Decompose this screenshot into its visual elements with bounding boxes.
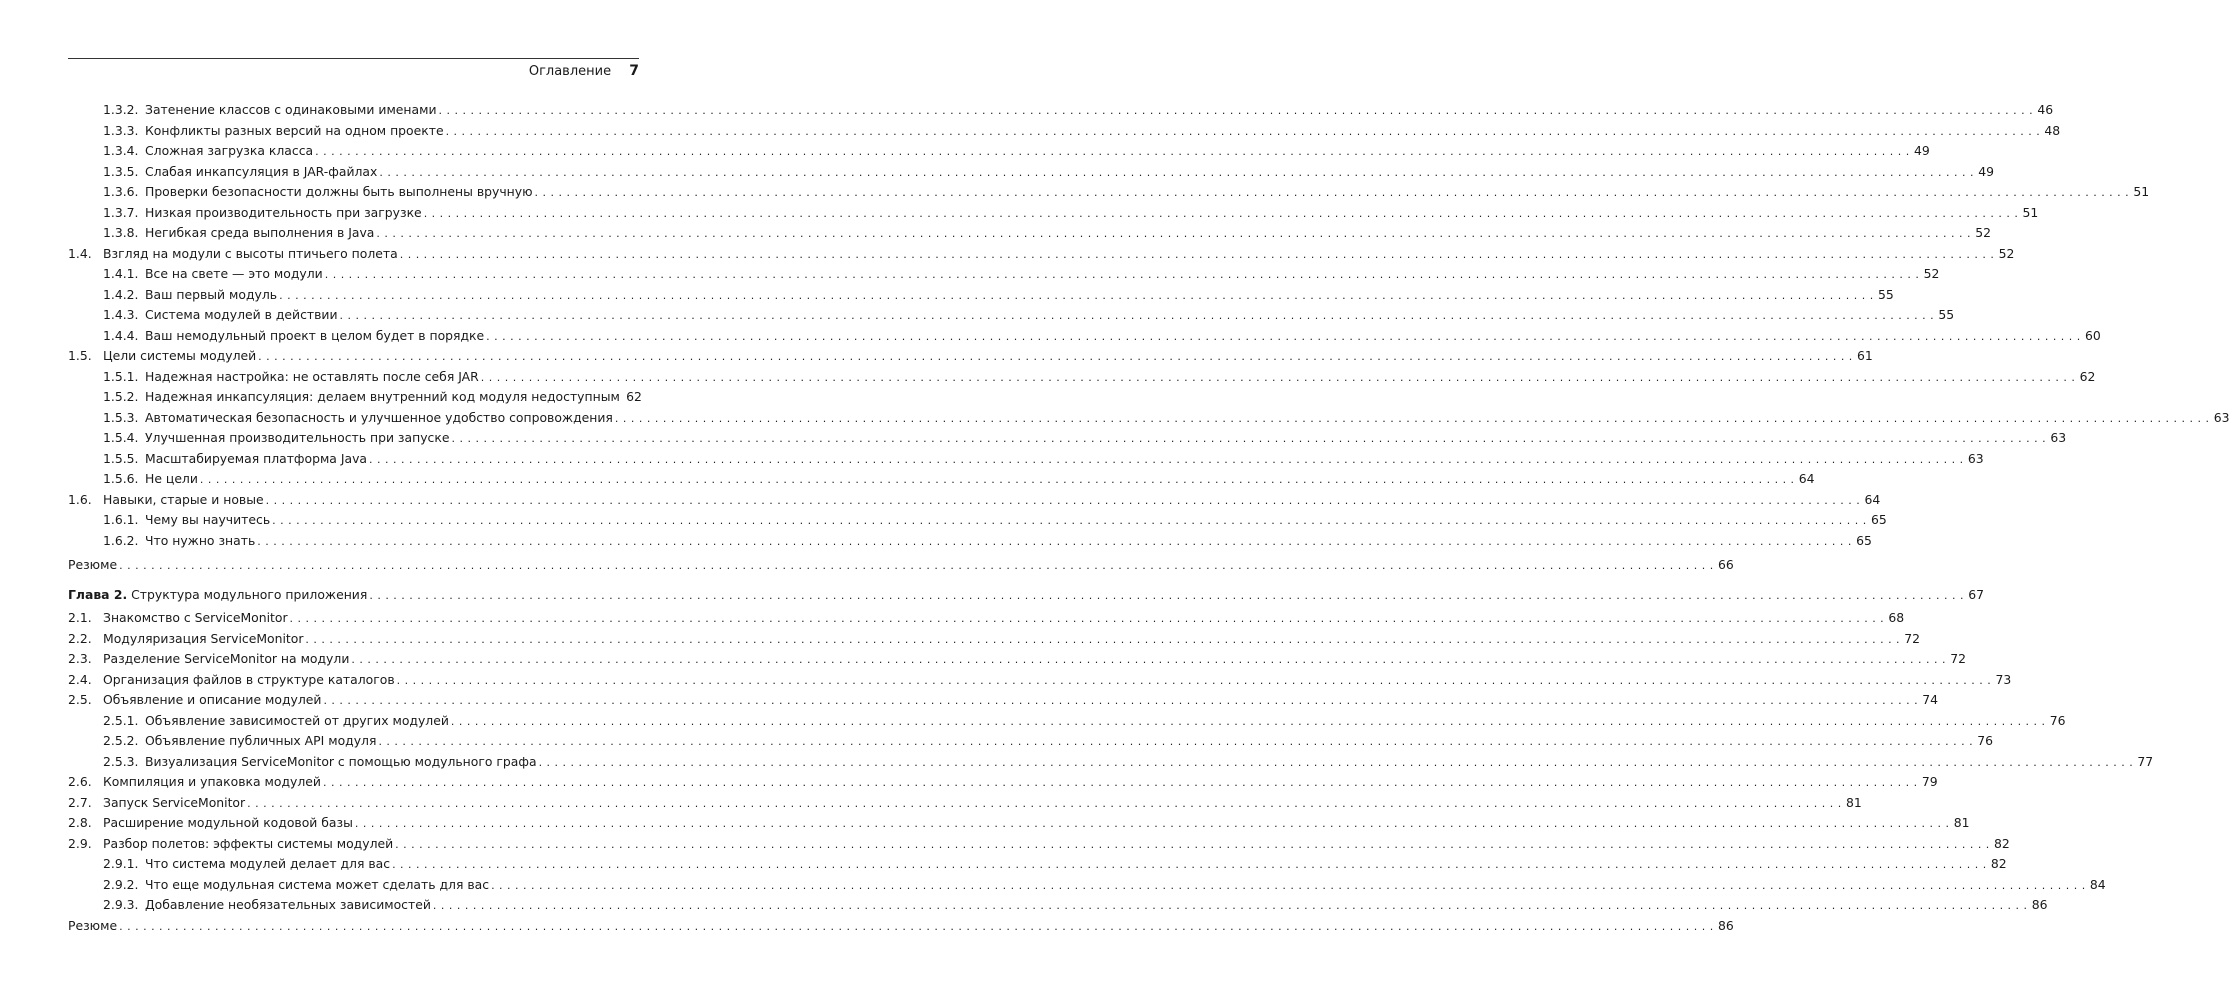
toc-entry-number: 2.9.1. xyxy=(103,856,139,871)
toc-entry xyxy=(0,875,2106,894)
dot-leader: . . . . . . . . . . . . . . . . . . . . . . . . . . . . . . . . . . . . . . . . . . . . . . . . . . . . . . . . . . . . . . . . . . . . . . . . . . . . . . . . . . . . . . . . . . . . . . . . . . . . . . . . . . . . . . . . . . . . . . . . . . . . . . . . . . . . . . . . . . . . . . . . . . . . . . . . . . . . . . . . . . . . . . . . . . . . . . . . . . . . . . . . . . . . . . . . . . . . . . . . xyxy=(538,755,2134,769)
toc-entry-title: Конфликты разных версий на одном проекте xyxy=(145,122,444,138)
dot-leader: . . . . . . . . . . . . . . . . . . . . . . . . . . . . . . . . . . . . . . . . . . . . . . . . . . . . . . . . . . . . . . . . . . . . . . . . . . . . . . . . . . . . . . . . . . . . . . . . . . . . . . . . . . . . . . . . . . . . . . . . . . . . . . . . . . . . . . . . . . . . . . . . . . . . . . . . . . . . . . . . . . . . . . . . . . . . . . . . . . . . . . . . . . . . . . . . . . . . . . . . xyxy=(323,694,1919,707)
toc-entry-title: Резюме xyxy=(68,917,118,933)
toc-entry-title: Не цели xyxy=(145,471,198,486)
dot-leader: . . . . . . . . . . . . . . . . . . . . . . . . . . . . . . . . . . . . . . . . . . . . . . . . . . . . . . . . . . . . . . . . . . . . . . . . . . . . . . . . . . . . . . . . . . . . . . . . . . . . . . . . . . . . . . . . . . . . . . . . . . . . . . . . . . . . . . . . . . . . . . . . . . . . . . . . . . . . . . . . . . . . . . . . . . . . . . . . . . . . . . . . . . . . . . . . . . . . . . . . xyxy=(272,514,1867,527)
toc-entry xyxy=(0,449,1984,468)
toc-entry xyxy=(0,244,2015,263)
toc-entry-title: Система модулей в действии xyxy=(145,307,338,322)
toc-entry-number: 1.5.5. xyxy=(103,450,139,466)
toc-entry-page: 65 xyxy=(1870,512,1887,527)
toc-entry-title: Взгляд на модули с высоты птичьего полета xyxy=(103,245,398,261)
toc-entry-number: 1.5. xyxy=(68,348,92,363)
toc-entry-number: 1.5.2. xyxy=(103,389,139,404)
toc-entry-title: Затенение классов с одинаковыми именами xyxy=(145,102,437,117)
toc-entry-number: 2.5.3. xyxy=(103,753,139,769)
toc-entry-page: 60 xyxy=(2085,327,2101,343)
dot-leader: . . . . . . . . . . . . . . . . . . . . . . . . . . . . . . . . . . . . . . . . . . . . . . . . . . . . . . . . . . . . . . . . . . . . . . . . . . . . . . . . . . . . . . . . . . . . . . . . . . . . . . . . . . . . . . . . . . . . . . . . . . . . . . . . . . . . . . . . . . . . . . . . . . . . . . . . . . . . . . . . . . . . . . . . . . . . . . . . . . . . . . . . . . . . . . . . . . . . . . . . xyxy=(480,370,2076,384)
toc-entry-title: Ваш первый модуль xyxy=(145,286,278,302)
running-head xyxy=(68,63,639,79)
toc-entry xyxy=(0,428,2067,447)
toc-entry-page: 73 xyxy=(1995,671,2012,687)
toc-entry-title xyxy=(68,585,369,604)
toc-entry-title: Разбор полетов: эффекты системы модулей xyxy=(103,835,394,851)
dot-leader: . . . . . . . . . . . . . . . . . . . . . . . . . . . . . . . . . . . . . . . . . . . . . . . . . . . . . . . . . . . . . . . . . . . . . . . . . . . . . . . . . . . . . . . . . . . . . . . . . . . . . . . . . . . . . . . . . . . . . . . . . . . . . . . . . . . . . . . . . . . . . . . . . . . . . . . . . . . . . . . . . . . . . . . . . . . . . . . . . . . . . . . . . . . . . . . . . . . . . . . . xyxy=(315,145,1910,158)
dot-leader: . . . . . . . . . . . . . . . . . . . . . . . . . . . . . . . . . . . . . . . . . . . . . . . . . . . . . . . . . . . . . . . . . . . . . . . . . . . . . . . . . . . . . . . . . . . . . . . . . . . . . . . . . . . . . . . . . . . . . . . . . . . . . . . . . . . . . . . . . . . . . . . . . . . . . . . . . . . . . . . . . . . . . . . . . . . . . . . . . . . . . . . . . . . . . . . . . . . . . . . . xyxy=(396,673,1992,687)
toc-entry xyxy=(0,346,1873,365)
toc-entry xyxy=(0,121,2061,140)
dot-leader: . . . . . . . . . . . . . . . . . . . . . . . . . . . . . . . . . . . . . . . . . . . . . . . . . . . . . . . . . . . . . . . . . . . . . . . . . . . . . . . . . . . . . . . . . . . . . . . . . . . . . . . . . . . . . . . . . . . . . . . . . . . . . . . . . . . . . . . . . . . . . . . . . . . . . . . . . . . . . . . . . . . . . . . . . . . . . . . . . . . . . . . . . . . . . . . . . . . . . . . . xyxy=(392,858,1987,871)
toc-entry-title: Знакомство с ServiceMonitor xyxy=(103,610,288,625)
toc-entry-page: 61 xyxy=(1857,348,1873,363)
dot-leader: . . . . . . . . . . . . . . . . . . . . . . . . . . . . . . . . . . . . . . . . . . . . . . . . . . . . . . . . . . . . . . . . . . . . . . . . . . . . . . . . . . . . . . . . . . . . . . . . . . . . . . . . . . . . . . . . . . . . . . . . . . . . . . . . . . . . . . . . . . . . . . . . . . . . . . . . . . . . . . . . . . . . . . . . . . . . . . . . . . . . . . . . . . . . . . . . . . . . . . . . xyxy=(534,186,2130,199)
dot-leader: . . . . . . . . . . . . . . . . . . . . . . . . . . . . . . . . . . . . . . . . . . . . . . . . . . . . . . . . . . . . . . . . . . . . . . . . . . . . . . . . . . . . . . . . . . . . . . . . . . . . . . . . . . . . . . . . . . . . . . . . . . . . . . . . . . . . . . . . . . . . . . . . . . . . . . . . . . . . . . . . . . . . . . . . . . . . . . . . . . . . . . . . . . . . . . . . . . . . . . . . xyxy=(119,919,1714,933)
toc-entry-title: Добавление необязательных зависимостей xyxy=(145,897,431,912)
toc-entry xyxy=(0,141,1930,160)
toc-entry-number: 1.4.3. xyxy=(103,307,139,322)
toc-entry-number: 1.6.1. xyxy=(103,512,139,527)
dot-leader: . . . . . . . . . . . . . . . . . . . . . . . . . . . . . . . . . . . . . . . . . . . . . . . . . . . . . . . . . . . . . . . . . . . . . . . . . . . . . . . . . . . . . . . . . . . . . . . . . . . . . . . . . . . . . . . . . . . . . . . . . . . . . . . . . . . . . . . . . . . . . . . . . . . . . . . . . . . . . . . . . . . . . . . . . . . . . . . . . . . . . . . . . . . . . . . . . . . . . . . . xyxy=(339,309,1935,322)
toc-entry-number: 2.1. xyxy=(68,610,92,625)
toc-entry xyxy=(0,752,2154,771)
toc-entry-title: Запуск ServiceMonitor xyxy=(103,794,246,810)
dot-leader: . . . . . . . . . . . . . . . . . . . . . . . . . . . . . . . . . . . . . . . . . . . . . . . . . . . . . . . . . . . . . . . . . . . . . . . . . . . . . . . . . . . . . . . . . . . . . . . . . . . . . . . . . . . . . . . . . . . . . . . . . . . . . . . . . . . . . . . . . . . . . . . . . . . . . . . . . . . . . . . . . . . . . . . . . . . . . . . . . . . . . . . . . . . . . . . . . . . . . . . . xyxy=(491,878,2086,892)
toc-entry-page: 48 xyxy=(2044,122,2061,138)
toc-entry-title: Цели системы модулей xyxy=(103,348,257,363)
toc-entry xyxy=(0,670,2012,689)
toc-entry xyxy=(0,387,708,406)
toc-entry-title: Компиляция и упаковка модулей xyxy=(103,774,321,789)
toc-entry-title: Объявление зависимостей от других модулей xyxy=(145,712,449,728)
toc-entry-number: 2.3. xyxy=(68,651,92,666)
running-head-page-number: 7 xyxy=(629,63,639,79)
chapter-title: Структура модульного приложения xyxy=(131,586,368,602)
toc-entry-number: 2.2. xyxy=(68,630,92,646)
toc-entry xyxy=(0,585,1984,604)
dot-leader: . . . . . . . . . . . . . . . . . . . . . . . . . . . . . . . . . . . . . . . . . . . . . . . . . . . . . . . . . . . . . . . . . . . . . . . . . . . . . . . . . . . . . . . . . . . . . . . . . . . . . . . . . . . . . . . . . . . . . . . . . . . . . . . . . . . . . . . . . . . . . . . . . . . . . . . . . . . . . . . . . . . . . . . . . . . . . . . . . . . . . . . . . . . . . . . . . . . . . . . . xyxy=(438,104,2034,117)
dot-leader: . . . . . . . . . . . . . . . . . . . . . . . . . . . . . . . . . . . . . . . . . . . . . . . . . . . . . . . . . . . . . . . . . . . . . . . . . . . . . . . . . . . . . . . . . . . . . . . . . . . . . . . . . . . . . . . . . . . . . . . . . . . . . . . . . . . . . . . . . . . . . . . . . . . . . . . . . . . . . . . . . . . . . . . . . . . . . . . . . . . . . . . . . . . . . . . . . . . . . . . . xyxy=(257,534,1852,548)
toc-entry-title: Масштабируемая платформа Java xyxy=(145,450,368,466)
toc-entry xyxy=(0,408,2230,427)
toc-entry-page: 86 xyxy=(1717,917,1734,933)
toc-entry-page: 84 xyxy=(2089,876,2106,892)
toc-entry-number: 2.9.2. xyxy=(103,876,139,892)
toc-entry-page: 81 xyxy=(1953,815,1970,830)
toc-entry-page: 82 xyxy=(1994,835,2010,851)
toc-entry-page: 72 xyxy=(1950,651,1967,666)
toc-entry-page: 76 xyxy=(1977,733,1994,748)
toc-entry-page: 81 xyxy=(1845,794,1862,810)
dot-leader: . . . . . . . . . . . . . . . . . . . . . . . . . . . . . . . . . . . . . . . . . . . . . . . . . . . . . . . . . . . . . . . . . . . . . . . . . . . . . . . . . . . . . . . . . . . . . . . . . . . . . . . . . . . . . . . . . . . . . . . . . . . . . . . . . . . . . . . . . . . . . . . . . . . . . . . . . . . . . . . . . . . . . . . . . . . . . . . . . . . . . . . . . . . . . . . . . . . . . . . . xyxy=(379,165,1974,179)
dot-leader: . . . . . . . . . . . . . . . . . . . . . . . . . . . . . . . . . . . . . . . . . . . . . . . . . . . . . . . . . . . . . . . . . . . . . . . . . . . . . . . . . . . . . . . . . . . . . . . . . . . . . . . . . . . . . . . . . . . . . . . . . . . . . . . . . . . . . . . . . . . . . . . . . . . . . . . . . . . . . . . . . . . . . . . . . . . . . . . . . . . . . . . . . . . . . . . . . . . . . . . . xyxy=(395,837,1990,851)
dot-leader: . . . . . . . . . . . . . . . . . . . . . . . . . . . . . . . . . . . . . . . . . . . . . . . . . . . . . . . . . . . . . . . . . . . . . . . . . . . . . . . . . . . . . . . . . . . . . . . . . . . . . . . . . . . . . . . . . . . . . . . . . . . . . . . . . . . . . . . . . . . . . . . . . . . . . . . . . . . . . . . . . . . . . . . . . . . . . . . . . . . . . . . . . . . . . . . . . . . . . . . . xyxy=(614,411,2210,425)
dot-leader: . . . . . . . . . . . . . . . . . . . . . . . . . . . . . . . . . . . . . . . . . . . . . . . . . . . . . . . . . . . . . . . . . . . . . . . . . . . . . . . . . . . . . . . . . . . . . . . . . . . . . . . . . . . . . . . . . . . . . . . . . . . . . . . . . . . . . . . . . . . . . . . . . . . . . . . . . . . . . . . . . . . . . . . . . . . . . . . . . . . . . . . . . . . . . . . . . . . . . . . . xyxy=(265,493,1861,507)
toc-entry-title: Надежная настройка: не оставлять после себя JAR xyxy=(145,368,479,384)
running-head-section: Оглавление xyxy=(528,64,612,79)
toc-entry xyxy=(0,490,1881,509)
toc-entry-page: 55 xyxy=(1938,307,1955,322)
toc-entry-title: Модуляризация ServiceMonitor xyxy=(103,630,304,646)
toc-entry xyxy=(0,162,1994,181)
toc-entry xyxy=(0,711,2066,730)
toc-entry-number: 1.5.4. xyxy=(103,430,139,445)
dot-leader: . . . . . . . . . . . . . . . . . . . . . . . . . . . . . . . . . . . . . . . . . . . . . . . . . . . . . . . . . . . . . . . . . . . . . . . . . . . . . . . . . . . . . . . . . . . . . . . . . . . . . . . . . . . . . . . . . . . . . . . . . . . . . . . . . . . . . . . . . . . . . . . . . . . . . . . . . . . . . . . . . . . . . . . . . . . . . . . . . . . . . . . . . . . . . . . . . . . . . . . . xyxy=(376,227,1972,240)
toc-entry-page: 52 xyxy=(1998,245,2015,261)
toc-entry-page: 82 xyxy=(1990,856,2007,871)
toc-entry-number: 2.5.2. xyxy=(103,733,139,748)
toc-entry xyxy=(0,531,1872,550)
toc-entry-page: 62 xyxy=(2079,368,2096,384)
toc-entry-number: 2.6. xyxy=(68,774,92,789)
toc-entry-number: 1.3.6. xyxy=(103,184,139,199)
toc-entry-title: Сложная загрузка класса xyxy=(145,143,314,158)
toc-entry-number: 1.3.2. xyxy=(103,102,139,117)
toc-entry-number: 2.9.3. xyxy=(103,897,139,912)
dot-leader: . . . . . . . . . . . . . . . . . . . . . . . . . . . . . . . . . . . . . . . . . . . . . . . . . . . . . . . . . . . . . . . . . . . . . . . . . . . . . . . . . . . . . . . . . . . . . . . . . . . . . . . . . . . . . . . . . . . . . . . . . . . . . . . . . . . . . . . . . . . . . . . . . . . . . . . . . . . . . . . . . . . . . . . . . . . . . . . . . . . . . . . . . . . . . . . . . . . . . . . . xyxy=(199,473,1795,486)
toc-entry-number: 2.4. xyxy=(68,671,92,687)
toc-entry xyxy=(0,895,2048,914)
toc-entry-title: Автоматическая безопасность и улучшенное удобство сопровождения xyxy=(145,409,613,425)
toc-entry xyxy=(0,629,1921,648)
toc-entry-page: 74 xyxy=(1922,692,1939,707)
toc-entry-number: 1.4.2. xyxy=(103,286,139,302)
dot-leader: . . . . . . . . . . . . . . . . . . . . . . . . . . . . . . . . . . . . . . . . . . . . . . . . . . . . . . . . . . . . . . . . . . . . . . . . . . . . . . . . . . . . . . . . . . . . . . . . . . . . . . . . . . . . . . . . . . . . . . . . . . . . . . . . . . . . . . . . . . . . . . . . . . . . . . . . . . . . . . . . . . . . . . . . . . . . . . . . . . . . . . . . . . . . . . . . . . . . . . . . xyxy=(369,452,1964,466)
toc-entry-number: 1.4.1. xyxy=(103,266,139,281)
toc-entry-page: 46 xyxy=(2037,102,2054,117)
toc-entry-page: 62 xyxy=(626,389,642,404)
toc-entry xyxy=(0,264,1940,283)
toc-entry-page: 52 xyxy=(1975,225,1992,240)
toc-entry-number: 1.5.6. xyxy=(103,471,139,486)
toc-entry xyxy=(0,469,1815,488)
toc-entry-title: Что нужно знать xyxy=(145,532,256,548)
toc-entry-title: Надежная инкапсуляция: делаем внутренний код модуля недоступным xyxy=(145,389,620,404)
toc-entry-page: 49 xyxy=(1913,143,1930,158)
toc-entry-page: 79 xyxy=(1921,774,1938,789)
toc-entry-page: 86 xyxy=(2031,897,2048,912)
toc-entry-title: Разделение ServiceMonitor на модули xyxy=(103,651,350,666)
toc-entry-page: 66 xyxy=(1717,557,1734,572)
toc-entry-title: Ваш немодульный проект в целом будет в порядке xyxy=(145,327,485,343)
dot-leader: . . . . . . . . . . . . . . . . . . . . . . . . . . . . . . . . . . . . . . . . . . . . . . . . . . . . . . . . . . . . . . . . . . . . . . . . . . . . . . . . . . . . . . . . . . . . . . . . . . . . . . . . . . . . . . . . . . . . . . . . . . . . . . . . . . . . . . . . . . . . . . . . . . . . . . . . . . . . . . . . . . . . . . . . . . . . . . . . . . . . . . . . . . . . . . . . . . . . . . . . xyxy=(354,817,1950,830)
toc-entry-page: 49 xyxy=(1978,163,1994,179)
toc-entry-page: 51 xyxy=(2133,184,2150,199)
dot-leader: . . . . . . . . . . . . . . . . . . . . . . . . . . . . . . . . . . . . . . . . . . . . . . . . . . . . . . . . . . . . . . . . . . . . . . . . . . . . . . . . . . . . . . . . . . . . . . . . . . . . . . . . . . . . . . . . . . . . . . . . . . . . . . . . . . . . . . . . . . . . . . . . . . . . . . . . . . . . . . . . . . . . . . . . . . . . . . . . . . . . . . . . . . . . . . . . . . . . . . . . xyxy=(279,288,1874,302)
chapter-label: Глава 2. xyxy=(68,586,128,602)
toc-entry-number: 1.5.1. xyxy=(103,368,139,384)
toc-entry-title: Расширение модульной кодовой базы xyxy=(103,815,353,830)
toc-entry-title: Негибкая среда выполнения в Java xyxy=(145,225,375,240)
toc-entry-title: Чему вы научитесь xyxy=(145,512,271,527)
header-rule xyxy=(68,58,639,59)
dot-leader: . . . . . . . . . . . . . . . . . . . . . . . . . . . . . . . . . . . . . . . . . . . . . . . . . . . . . . . . . . . . . . . . . . . . . . . . . . . . . . . . . . . . . . . . . . . . . . . . . . . . . . . . . . . . . . . . . . . . . . . . . . . . . . . . . . . . . . . . . . . . . . . . . . . . . . . . . . . . . . . . . . . . . . . . . . . . . . . . . . . . . . . . . . . . . . . . . . . . . . . . xyxy=(399,247,1995,261)
toc-entry xyxy=(0,203,2039,222)
dot-leader: . . . . . . . . . . . . . . . . . . . . . . . . . . . . . . . . . . . . . . . . . . . . . . . . . . . . . . . . . . . . . . . . . . . . . . . . . . . . . . . . . . . . . . . . . . . . . . . . . . . . . . . . . . . . . . . . . . . . . . . . . . . . . . . . . . . . . . . . . . . . . . . . . . . . . . . . . . . . . . . . . . . . . . . . . . . . . . . . . . . . . . . . . . . . . . . . . . . . . . . . xyxy=(451,432,2047,445)
dot-leader: . . . . . . . . . . . . . . . . . . . . . . . . . . . . . . . . . . . . . . . . . . . . . . . . . . . . . . . . . . . . . . . . . . . . . . . . . . . . . . . . . . . . . . . . . . . . . . . . . . . . . . . . . . . . . . . . . . . . . . . . . . . . . . . . . . . . . . . . . . . . . . . . . . . . . . . . . . . . . . . . . . . . . . . . . . . . . . . . . . . . . . . . . . . . . . . . . . . . . . . . xyxy=(247,796,1842,810)
toc-entry-page: 55 xyxy=(1877,286,1894,302)
toc-entry-number: 1.6. xyxy=(68,491,92,507)
toc-entry-page: 52 xyxy=(1923,266,1940,281)
toc-entry xyxy=(0,649,1967,668)
toc-entry-number: 1.6.2. xyxy=(103,532,139,548)
toc-entry-number: 1.5.3. xyxy=(103,409,139,425)
toc-entry-title: Что еще модульная система может сделать для вас xyxy=(145,876,490,892)
toc-entry xyxy=(0,834,2010,853)
toc-entry-number: 2.9. xyxy=(68,835,92,851)
toc-entry xyxy=(0,731,1994,750)
toc-entry-page: 63 xyxy=(1967,450,1984,466)
dot-leader: . . . . . . . . . . . . . . . . . . . . . . . . . . . . . . . . . . . . . . . . . . . . . . . . . . . . . . . . . . . . . . . . . . . . . . . . . . . . . . . . . . . . . . . . . . . . . . . . . . . . . . . . . . . . . . . . . . . . . . . . . . . . . . . . . . . . . . . . . . . . . . . . . . . . . . . . . . . . . . . . . . . . . . . . . . . . . . . . . . . . . . . . . . . . . . . . . . . . . . . . xyxy=(119,559,1714,572)
toc-entry xyxy=(0,555,1734,574)
toc-entry-number: 2.5.1. xyxy=(103,712,139,728)
toc-entry-number: 1.3.5. xyxy=(103,163,139,179)
toc-entry-page: 64 xyxy=(1864,491,1881,507)
toc-entry-title: Проверки безопасности должны быть выполнены вручную xyxy=(145,184,533,199)
toc-entry-title: Все на свете — это модули xyxy=(145,266,323,281)
toc-entry-page: 64 xyxy=(1798,471,1815,486)
toc-entry xyxy=(0,305,1955,324)
toc-entry-number: 1.4.4. xyxy=(103,327,139,343)
toc-entry-number: 1.3.4. xyxy=(103,143,139,158)
toc-entry-number: 1.3.7. xyxy=(103,204,139,220)
toc-entry-page: 68 xyxy=(1888,610,1905,625)
dot-leader: . . . . . . . . . . . . . . . . . . . . . . . . . . . . . . . . . . . . . . . . . . . . . . . . . . . . . . . . . . . . . . . . . . . . . . . . . . . . . . . . . . . . . . . . . . . . . . . . . . . . . . . . . . . . . . . . . . . . . . . . . . . . . . . . . . . . . . . . . . . . . . . . . . . . . . . . . . . . . . . . . . . . . . . . . . . . . . . . . . . . . . . . . . . . . . . . . . . . . . . . xyxy=(351,653,1947,666)
dot-leader: . . . . . . . . . . . . . . . . . . . . . . . . . . . . . . . . . . . . . . . . . . . . . . . . . . . . . . . . . . . . . . . . . . . . . . . . . . . . . . . . . . . . . . . . . . . . . . . . . . . . . . . . . . . . . . . . . . . . . . . . . . . . . . . . . . . . . . . . . . . . . . . . . . . . . . . . . . . . . . . . . . . . . . . . . . . . . . . . . . . . . . . . . . . . . . . . . . . . . . . . xyxy=(432,899,2028,912)
toc-entry-page: 63 xyxy=(2213,409,2230,425)
toc-entry-title: Что система модулей делает для вас xyxy=(145,856,391,871)
dot-leader: . . . . . . . . . . . . . . . . . . . . . . . . . . . . . . . . . . . . . . . . . . . . . . . . . . . . . . . . . . . . . . . . . . . . . . . . . . . . . . . . . . . . . . . . . . . . . . . . . . . . . . . . . . . . . . . . . . . . . . . . . . . . . . . . . . . . . . . . . . . . . . . . . . . . . . . . . . . . . . . . . . . . . . . . . . . . . . . . . . . . . . . . . . . . . . . . . . . . . . . . xyxy=(305,632,1901,646)
toc-entry xyxy=(0,285,1894,304)
toc-entry xyxy=(0,182,2150,201)
toc-entry-title: Навыки, старые и новые xyxy=(103,491,264,507)
toc-entry-title: Слабая инкапсуляция в JAR-файлах xyxy=(145,163,378,179)
toc-entry-page: 67 xyxy=(1968,586,1984,602)
dot-leader: . . . . . . . . . . . . . . . . . . . . . . . . . . . . . . . . . . . . . . . . . . . . . . . . . . . . . . . . . . . . . . . . . . . . . . . . . . . . . . . . . . . . . . . . . . . . . . . . . . . . . . . . . . . . . . . . . . . . . . . . . . . . . . . . . . . . . . . . . . . . . . . . . . . . . . . . . . . . . . . . . . . . . . . . . . . . . . . . . . . . . . . . . . . . . . . . . . . . . . . . xyxy=(289,612,1885,625)
toc-entry-page: 77 xyxy=(2137,753,2154,769)
toc-entry xyxy=(0,690,1939,709)
toc-entry-number: 2.7. xyxy=(68,794,92,810)
toc-entry-number: 2.8. xyxy=(68,815,92,830)
toc-entry-title: Объявление публичных API модуля xyxy=(145,733,377,748)
toc-entry-title: Улучшенная производительность при запуске xyxy=(145,430,450,445)
toc-entry xyxy=(0,367,2096,386)
toc-entry-page: 63 xyxy=(2050,430,2067,445)
toc-entry xyxy=(0,916,1734,935)
dot-leader: . . . . . . . . . . . . . . . . . . . . . . . . . . . . . . . . . . . . . . . . . . . . . . . . . . . . . . . . . . . . . . . . . . . . . . . . . . . . . . . . . . . . . . . . . . . . . . . . . . . . . . . . . . . . . . . . . . . . . . . . . . . . . . . . . . . . . . . . . . . . . . . . . . . . . . . . . . . . . . . . . . . . . . . . . . . . . . . . . . . . . . . . . . . . . . . . . . . . . . . . xyxy=(324,268,1920,281)
toc-entry xyxy=(0,793,1862,812)
toc-entry-page: 51 xyxy=(2022,204,2039,220)
dot-leader: . . . . . . . . . . . . . . . . . . . . . . . . . . . . . . . . . . . . . . . . . . . . . . . . . . . . . . . . . . . . . . . . . . . . . . . . . . . . . . . . . . . . . . . . . . . . . . . . . . . . . . . . . . . . . . . . . . . . . . . . . . . . . . . . . . . . . . . . . . . . . . . . . . . . . . . . . . . . . . . . . . . . . . . . . . . . . . . . . . . . . . . . . . . . . . . . . . . . . . . . xyxy=(258,350,1853,363)
toc-entry-title: Визуализация ServiceMonitor с помощью модульного графа xyxy=(145,753,537,769)
toc-entry xyxy=(0,608,1905,627)
toc-entry-number: 1.4. xyxy=(68,245,92,261)
toc-entry xyxy=(0,772,1938,791)
toc-entry xyxy=(0,326,2101,345)
toc-entry-title: Организация файлов в структуре каталогов xyxy=(103,671,395,687)
toc-entry-page: 76 xyxy=(2049,712,2066,728)
toc-entry-number: 1.3.8. xyxy=(103,225,139,240)
dot-leader: . . . . . . . . . . . . . . . . . . . . . . . . . . . . . . . . . . . . . . . . . . . . . . . . . . . . . . . . . . . . . . . . . . . . . . . . . . . . . . . . . . . . . . . . . . . . . . . . . . . . . . . . . . . . . . . . . . . . . . . . . . . . . . . . . . . . . . . . . . . . . . . . . . . . . . . . . . . . . . . . . . . . . . . . . . . . . . . . . . . . . . . . . . . . . . . . . . . . . . . . xyxy=(486,329,2081,343)
dot-leader: . . . . . . . . . . . . . . . . . . . . . . . . . . . . . . . . . . . . . . . . . . . . . . . . . . . . . . . . . . . . . . . . . . . . . . . . . . . . . . . . . . . . . . . . . . . . . . . . . . . . . . . . . . . . . . . . . . . . . . . . . . . . . . . . . . . . . . . . . . . . . . . . . . . . . . . . . . . . . . . . . . . . . . . . . . . . . . . . . . . . . . . . . . . . . . . . . . . . . . . . xyxy=(322,776,1918,789)
dot-leader: . . . . . . . . . . . . . . . . . . . . . . . . . . . . . . . . . . . . . . . . . . . . . . . . . . . . . . . . . . . . . . . . . . . . . . . . . . . . . . . . . . . . . . . . . . . . . . . . . . . . . . . . . . . . . . . . . . . . . . . . . . . . . . . . . . . . . . . . . . . . . . . . . . . . . . . . . . . . . . . . . . . . . . . . . . . . . . . . . . . . . . . . . . . . . . . . . . . . . . . . xyxy=(445,124,2041,138)
toc-entry xyxy=(0,100,2054,119)
toc-entry-page: 72 xyxy=(1904,630,1921,646)
toc-entry-number: 2.5. xyxy=(68,692,92,707)
toc-entry-title: Объявление и описание модулей xyxy=(103,692,322,707)
toc-entry xyxy=(0,510,1887,529)
toc-entry xyxy=(0,813,1970,832)
dot-leader: . . . . . . . . . . . . . . . . . . . . . . . . . . . . . . . . . . . . . . . . . . . . . . . . . . . . . . . . . . . . . . . . . . . . . . . . . . . . . . . . . . . . . . . . . . . . . . . . . . . . . . . . . . . . . . . . . . . . . . . . . . . . . . . . . . . . . . . . . . . . . . . . . . . . . . . . . . . . . . . . . . . . . . . . . . . . . . . . . . . . . . . . . . . . . . . . . . . . . . . . xyxy=(423,206,2019,220)
dot-leader: . . . . . . . . . . . . . . . . . . . . . . . . . . . . . . . . . . . . . . . . . . . . . . . . . . . . . . . . . . . . . . . . . . . . . . . . . . . . . . . . . . . . . . . . . . . . . . . . . . . . . . . . . . . . . . . . . . . . . . . . . . . . . . . . . . . . . . . . . . . . . . . . . . . . . . . . . . . . . . . . . . . . . . . . . . . . . . . . . . . . . . . . . . . . . . . . . . . . . . . . xyxy=(450,714,2046,728)
dot-leader: . . . . . . . . . . . . . . . . . . . . . . . . . . . . . . . . . . . . . . . . . . . . . . . . . . . . . . . . . . . . . . . . . . . . . . . . . . . . . . . . . . . . . . . . . . . . . . . . . . . . . . . . . . . . . . . . . . . . . . . . . . . . . . . . . . . . . . . . . . . . . . . . . . . . . . . . . . . . . . . . . . . . . . . . . . . . . . . . . . . . . . . . . . . . . . . . . . . . . . . . xyxy=(369,588,1964,602)
toc-entry-number: 1.3.3. xyxy=(103,122,139,138)
toc-entry-page: 65 xyxy=(1856,532,1872,548)
toc-entry-title: Низкая производительность при загрузке xyxy=(145,204,422,220)
dot-leader: . . . . . . . . . . . . . . . . . . . . . . . . . . . . . . . . . . . . . . . . . . . . . . . . . . . . . . . . . . . . . . . . . . . . . . . . . . . . . . . . . . . . . . . . . . . . . . . . . . . . . . . . . . . . . . . . . . . . . . . . . . . . . . . . . . . . . . . . . . . . . . . . . . . . . . . . . . . . . . . . . . . . . . . . . . . . . . . . . . . . . . . . . . . . . . . . . . . . . . . . xyxy=(378,735,1974,748)
toc-entry xyxy=(0,854,2007,873)
toc-entry-title: Резюме xyxy=(68,557,118,572)
toc-entry xyxy=(0,223,1992,242)
